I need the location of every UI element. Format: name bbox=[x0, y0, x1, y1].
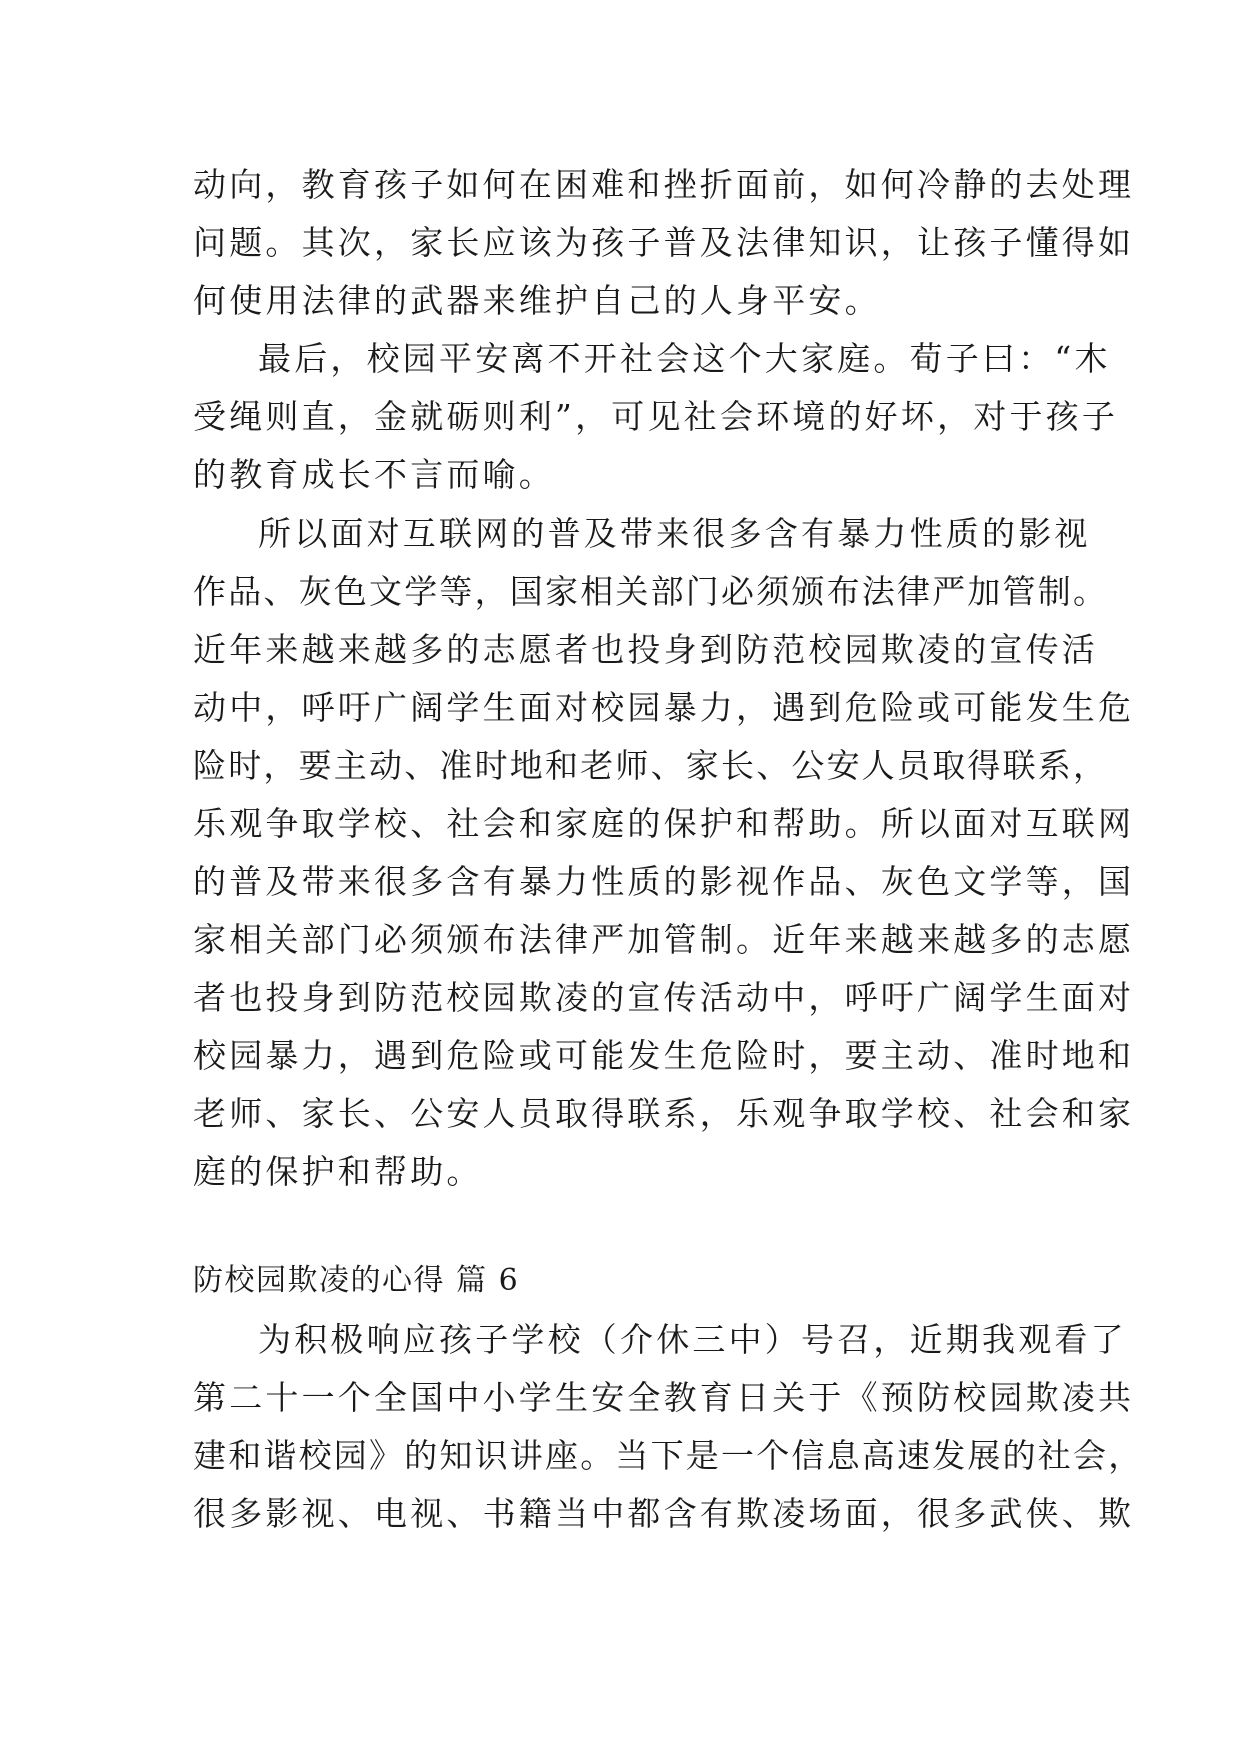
text-line: 庭的保护和帮助。 bbox=[193, 1152, 483, 1191]
text-line: 动向，教育孩子如何在困难和挫折面前，如何冷静的去处理 bbox=[193, 165, 1135, 204]
text-line: 作品、灰色文学等，国家相关部门必须颁布法律严加管制。 bbox=[193, 572, 1109, 611]
text-line: 建和谐校园》的知识讲座。当下是一个信息高速发展的社会， bbox=[193, 1436, 1144, 1475]
text-line: 乐观争取学校、社会和家庭的保护和帮助。所以面对互联网 bbox=[193, 804, 1135, 843]
text-line: 老师、家长、公安人员取得联系，乐观争取学校、社会和家 bbox=[193, 1094, 1135, 1133]
text-line: 何使用法律的武器来维护自己的人身平安。 bbox=[193, 281, 881, 320]
text-line: 受绳则直，金就砺则利”，可见社会环境的好坏，对于孩子 bbox=[193, 397, 1119, 436]
text-line: 最后，校园平安离不开社会这个大家庭。荀子曰：“木 bbox=[258, 339, 1111, 378]
text-line: 家相关部门必须颁布法律严加管制。近年来越来越多的志愿 bbox=[193, 920, 1135, 959]
text-line: 为积极响应孩子学校（介休三中）号召，近期我观看了 bbox=[258, 1320, 1127, 1359]
text-line: 的普及带来很多含有暴力性质的影视作品、灰色文学等，国 bbox=[193, 862, 1135, 901]
text-line: 的教育成长不言而喻。 bbox=[193, 455, 555, 494]
text-line: 险时，要主动、准时地和老师、家长、公安人员取得联系， bbox=[193, 746, 1109, 785]
text-line: 近年来越来越多的志愿者也投身到防范校园欺凌的宣传活 bbox=[193, 630, 1098, 669]
text-line: 很多影视、电视、书籍当中都含有欺凌场面，很多武侠、欺 bbox=[193, 1494, 1135, 1533]
text-line: 第二十一个全国中小学生安全教育日关于《预防校园欺凌共 bbox=[193, 1378, 1135, 1417]
text-line: 校园暴力，遇到危险或可能发生危险时，要主动、准时地和 bbox=[193, 1036, 1135, 1075]
section-heading: 防校园欺凌的心得 篇 6 bbox=[193, 1263, 520, 1298]
text-line: 问题。其次，家长应该为孩子普及法律知识，让孩子懂得如 bbox=[193, 223, 1135, 262]
text-line: 动中，呼吁广阔学生面对校园暴力，遇到危险或可能发生危 bbox=[193, 688, 1135, 727]
text-line: 所以面对互联网的普及带来很多含有暴力性质的影视 bbox=[258, 514, 1091, 553]
text-line: 者也投身到防范校园欺凌的宣传活动中，呼吁广阔学生面对 bbox=[193, 978, 1135, 1017]
